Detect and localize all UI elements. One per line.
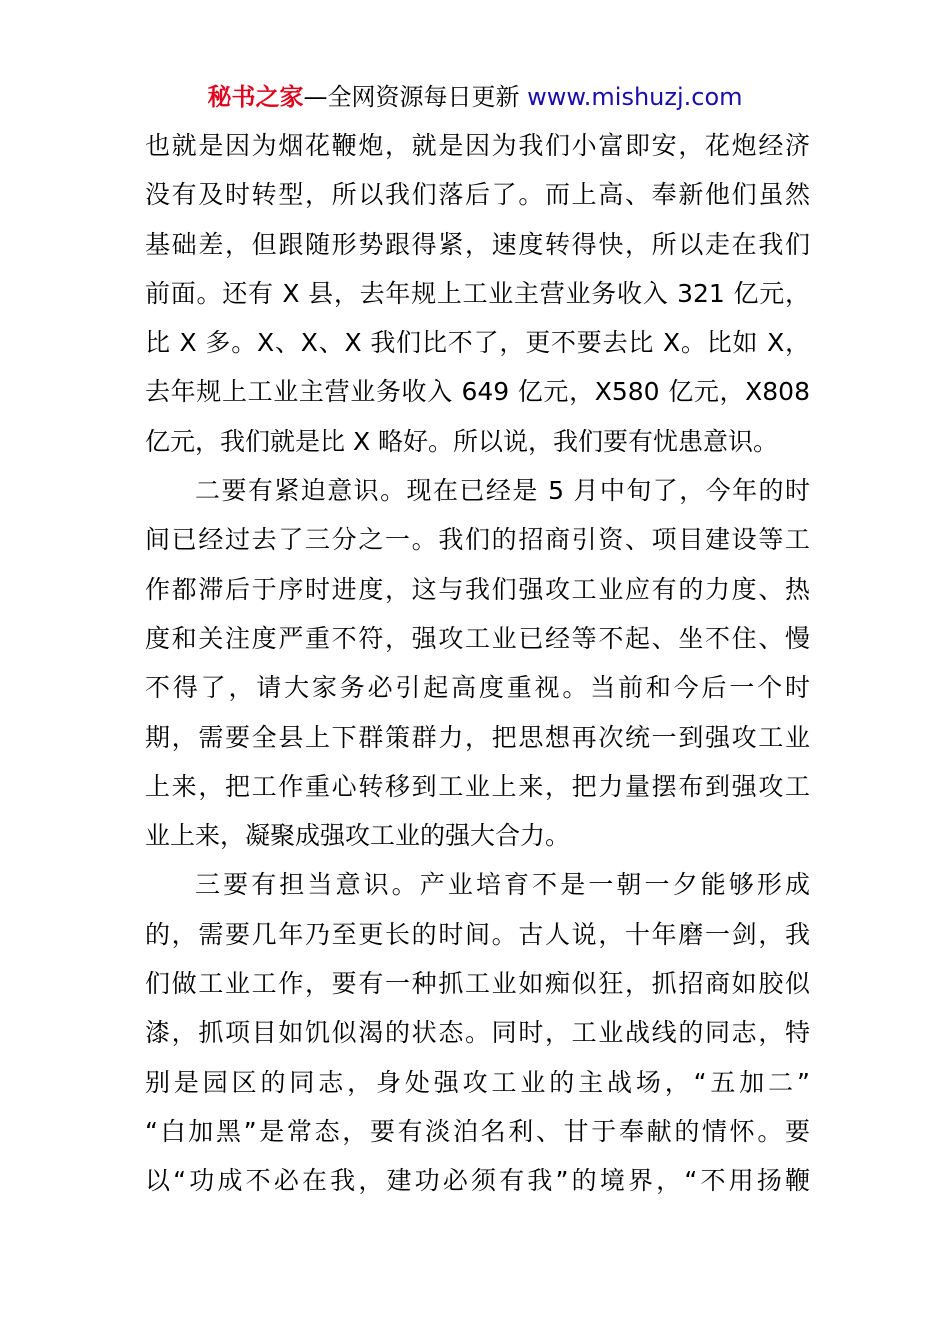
text-line: 也就是因为烟花鞭炮，就是因为我们小富即安，花炮经济 xyxy=(145,131,810,160)
text-line: 去年规上工业主营业务收入 649 亿元，X580 亿元，X808 xyxy=(145,377,810,407)
paragraph-start-line: 三要有担当意识。产业培育不是一朝一夕能够形成 xyxy=(195,870,810,900)
site-url[interactable]: www.mishuzj.com xyxy=(527,83,743,111)
text-line: “白加黑”是常态，要有淡泊名利、甘于奉献的情怀。要 xyxy=(145,1116,810,1146)
text-line: 漆，抓项目如饥似渴的状态。同时，工业战线的同志，特 xyxy=(145,1018,810,1048)
page-header xyxy=(0,80,950,114)
text-line: 间已经过去了三分之一。我们的招商引资、项目建设等工 xyxy=(145,525,810,555)
site-tagline: —全网资源每日更新 xyxy=(303,83,528,111)
text-line: 比 X 多。X、X、X 我们比不了，更不要去比 X。比如 X， xyxy=(145,328,810,358)
text-line: 们做工业工作，要有一种抓工业如痴似狂，抓招商如胶似 xyxy=(145,969,810,999)
text-line: 别是园区的同志，身处强攻工业的主战场，“五加二” xyxy=(145,1067,810,1097)
text-line: 的，需要几年乃至更长的时间。古人说，十年磨一剑，我 xyxy=(145,919,810,949)
text-line: 亿元，我们就是比 X 略好。所以说，我们要有忧患意识。 xyxy=(145,426,779,456)
text-line: 基础差，但跟随形势跟得紧，速度转得快，所以走在我们 xyxy=(145,229,810,259)
text-line: 以“功成不必在我，建功必须有我”的境界，“不用扬鞭 xyxy=(145,1166,810,1196)
text-line: 没有及时转型，所以我们落后了。而上高、奉新他们虽然 xyxy=(145,180,810,210)
text-line: 前面。还有 X 县，去年规上工业主营业务收入 321 亿元， xyxy=(145,278,810,308)
site-brand: 秘书之家 xyxy=(207,83,304,111)
text-line: 上来，把工作重心转移到工业上来，把力量摆布到强攻工 xyxy=(145,771,810,801)
text-line: 业上来，凝聚成强攻工业的强大合力。 xyxy=(145,821,571,851)
text-line: 期，需要全县上下群策群力，把思想再次统一到强攻工业 xyxy=(145,722,810,752)
text-line: 度和关注度严重不符，强攻工业已经等不起、坐不住、慢 xyxy=(145,623,810,653)
text-line: 作都滞后于序时进度，这与我们强攻工业应有的力度、热 xyxy=(145,574,810,604)
paragraph-start-line: 二要有紧迫意识。现在已经是 5 月中旬了，今年的时 xyxy=(195,476,810,506)
document-body xyxy=(145,121,810,1206)
text-line: 不得了，请大家务必引起高度重视。当前和今后一个时 xyxy=(145,673,810,703)
